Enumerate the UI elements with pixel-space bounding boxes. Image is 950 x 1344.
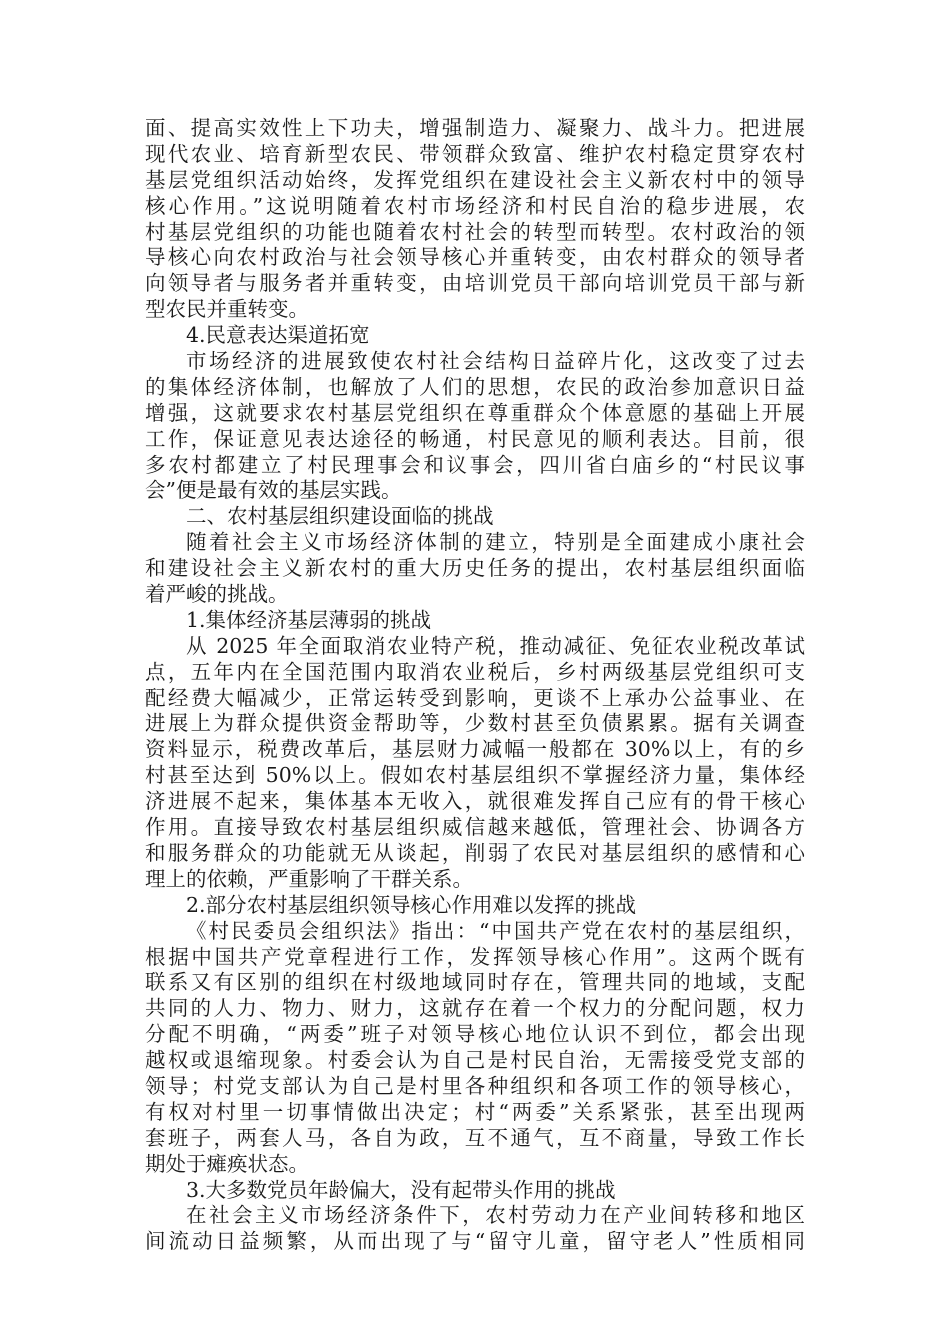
text-line: 的集体经济体制，也解放了人们的思想，农民的政治参加意识日益 — [145, 374, 805, 399]
text-line: 作用。直接导致农村基层组织威信越来越低，管理社会、协调各方 — [145, 815, 805, 840]
text-line: 间流动日益频繁，从而出现了与“留守儿童，留守老人”性质相同 — [145, 1229, 805, 1254]
text-line: 型农民并重转变。 — [145, 297, 309, 322]
text-line: 资料显示，税费改革后，基层财力减幅一般都在 30%以上，有的乡 — [145, 737, 805, 762]
text-line: 联系又有区别的组织在村级地域同时存在，管理共同的地域，支配 — [145, 970, 805, 995]
text-line: 和建设社会主义新农村的重大历史任务的提出，农村基层组织面临 — [145, 556, 805, 581]
text-line: 村甚至达到 50%以上。假如农村基层组织不掌握经济力量，集体经 — [145, 763, 805, 788]
text-line: 济进展不起来，集体基本无收入，就很难发挥自己应有的骨干核心 — [145, 789, 805, 814]
text-line: 向领导者与服务者并重转变，由培训党员干部向培训党员干部与新 — [145, 271, 805, 296]
text-line: 期处于瘫痪状态。 — [145, 1151, 309, 1176]
text-line: 村基层党组织的功能也随着农村社会的转型而转型。农村政治的领 — [145, 219, 805, 244]
text-line: 在社会主义市场经济条件下，农村劳动力在产业间转移和地区 — [186, 1203, 805, 1228]
text-line: 增强，这就要求农村基层党组织在尊重群众个体意愿的基础上开展 — [145, 400, 805, 425]
text-line: 《村民委员会组织法》指出：“中国共产党在农村的基层组织， — [186, 918, 805, 943]
text-line: 基层党组织活动始终，发挥党组织在建设社会主义新农村中的领导 — [145, 167, 805, 192]
text-line: 现代农业、培育新型农民、带领群众致富、维护农村稳定贯穿农村 — [145, 141, 805, 166]
text-line: 领导；村党支部认为自己是村里各种组织和各项工作的领导核心， — [145, 1073, 805, 1098]
text-line: 2.部分农村基层组织领导核心作用难以发挥的挑战 — [186, 892, 637, 917]
text-line: 从 2025 年全面取消农业特产税，推动减征、免征农业税改革试 — [186, 633, 805, 658]
text-line: 面、提高实效性上下功夫，增强制造力、凝聚力、战斗力。把进展 — [145, 116, 805, 140]
text-line: 4.民意表达渠道拓宽 — [186, 323, 370, 348]
text-line: 导核心向农村政治与社会领导核心并重转变，由农村群众的领导者 — [145, 245, 805, 270]
document-body — [145, 116, 805, 1255]
text-line: 根据中国共产党章程进行工作，发挥领导核心作用”。这两个既有 — [145, 944, 805, 969]
text-line: 越权或退缩现象。村委会认为自己是村民自治，无需接受党支部的 — [145, 1048, 805, 1073]
text-line: 点，五年内在全国范围内取消农业税后，乡村两级基层党组织可支 — [145, 659, 805, 684]
text-line: 1.集体经济基层薄弱的挑战 — [186, 607, 432, 632]
text-line: 工作，保证意见表达途径的畅通，村民意见的顺利表达。目前，很 — [145, 426, 805, 451]
text-line: 理上的依赖，严重影响了干群关系。 — [145, 866, 473, 891]
text-line: 有权对村里一切事情做出决定；村“两委”关系紧张，甚至出现两 — [145, 1099, 805, 1124]
text-line: 配经费大幅减少，正常运转受到影响，更谈不上承办公益事业、在 — [145, 685, 805, 710]
text-line: 着严峻的挑战。 — [145, 582, 289, 607]
text-line: 核心作用。”这说明随着农村市场经济和村民自治的稳步进展，农 — [145, 193, 805, 218]
text-line: 套班子，两套人马，各自为政，互不通气，互不商量，导致工作长 — [145, 1125, 805, 1150]
text-line: 分配不明确，“两委”班子对领导核心地位认识不到位，都会出现 — [145, 1022, 805, 1047]
text-line: 进展上为群众提供资金帮助等，少数村甚至负债累累。据有关调查 — [145, 711, 805, 736]
text-line: 会”便是最有效的基层实践。 — [145, 478, 402, 503]
text-line: 共同的人力、物力、财力，这就存在着一个权力的分配问题，权力 — [145, 996, 805, 1021]
text-line: 市场经济的进展致使农村社会结构日益碎片化，这改变了过去 — [186, 349, 805, 374]
text-line: 3.大多数党员年龄偏大，没有起带头作用的挑战 — [186, 1177, 616, 1202]
text-line: 多农村都建立了村民理事会和议事会，四川省白庙乡的“村民议事 — [145, 452, 805, 477]
text-line: 二、农村基层组织建设面临的挑战 — [186, 504, 494, 529]
text-line: 和服务群众的功能就无从谈起，削弱了农民对基层组织的感情和心 — [145, 840, 805, 865]
text-line: 随着社会主义市场经济体制的建立，特别是全面建成小康社会 — [186, 530, 805, 555]
